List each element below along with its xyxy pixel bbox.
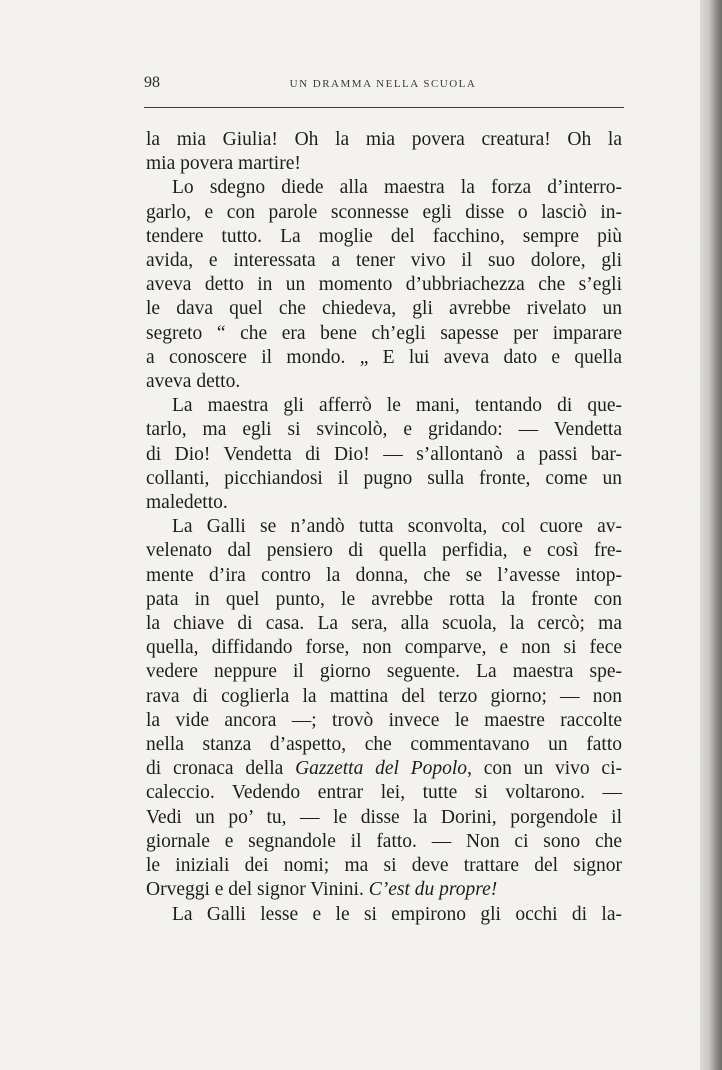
italic-text: Gazzetta del Popolo xyxy=(295,758,468,780)
text-line: giornale e segnandole il fatto. — Non ci sono che xyxy=(146,830,622,852)
text-line: rava di coglierla la mattina del terzo giorno; — non xyxy=(146,685,622,707)
text-line: le dava quel che chiedeva, gli avrebbe rivelato un xyxy=(146,298,622,320)
text-line: le iniziali dei nomi; ma si deve trattare del signor xyxy=(146,855,622,877)
text-line: la vide ancora —; trovò invece le maestre raccolte xyxy=(146,709,622,731)
text-line: caleccio. Vedendo entrar lei, tutte si voltarono. — xyxy=(146,782,622,804)
text-line: avida, e interessata a tener vivo il suo dolore, gli xyxy=(146,250,622,272)
text-line: nella stanza d’aspetto, che commentavano un fatto xyxy=(146,734,622,756)
text-line: La Galli se n’andò tutta sconvolta, col cuore av- xyxy=(172,516,622,538)
text-line: tendere tutto. La moglie del facchino, sempre più xyxy=(146,225,622,247)
text-line: Lo sdegno diede alla maestra la forza d’interro- xyxy=(172,177,622,199)
page-edge-shadow xyxy=(700,0,722,1070)
text-line: garlo, e con parole sconnesse egli disse o lasciò in- xyxy=(146,201,622,223)
page-header xyxy=(144,74,622,98)
text-line: la chiave di casa. La sera, alla scuola, la cercò; ma xyxy=(146,613,622,635)
running-title: UN DRAMMA NELLA SCUOLA xyxy=(289,78,477,90)
body-text xyxy=(146,128,622,927)
text-line: collanti, picchiandosi il pugno sulla fronte, come un xyxy=(146,467,622,489)
text-line: aveva detto in un momento d’ubbriachezza che s’egli xyxy=(146,274,622,296)
page-number: 98 xyxy=(144,74,160,91)
text-line: La maestra gli afferrò le mani, tentando di que- xyxy=(172,395,622,417)
header-rule xyxy=(144,107,624,108)
text-line: di cronaca della Gazzetta del Popolo, con un vivo ci- xyxy=(146,758,623,780)
text-line: aveva detto. xyxy=(146,371,241,393)
text-line: Vedi un po’ tu, — le disse la Dorini, porgendole il xyxy=(146,806,622,828)
text-line: maledetto. xyxy=(146,492,228,514)
italic-text: C’est du propre! xyxy=(368,879,498,901)
text-line: La Galli lesse e le si empirono gli occhi di la- xyxy=(172,903,622,925)
text-line: quella, diffidando forse, non comparve, e non si fece xyxy=(146,637,622,659)
text-line: la mia Giulia! Oh la mia povera creatura! Oh la xyxy=(146,129,622,150)
text-line: velenato dal pensiero di quella perfidia, e così fre- xyxy=(146,540,622,562)
text-line: segreto “ che era bene ch’egli sapesse per imparare xyxy=(146,322,622,344)
text-line: Orveggi e del signor Vinini. C’est du propre! xyxy=(146,879,498,901)
text-line: mente d’ira contro la donna, che se l’avesse intop- xyxy=(146,564,622,586)
text-line: tarlo, ma egli si svincolò, e gridando: — Vendetta xyxy=(146,419,622,441)
text-line: vedere neppure il giorno seguente. La maestra spe- xyxy=(146,661,622,683)
text-line: mia povera martire! xyxy=(146,153,301,175)
text-line: pata in quel punto, le avrebbe rotta la fronte con xyxy=(146,588,622,610)
text-line: di Dio! Vendetta di Dio! — s’allontanò a passi bar- xyxy=(146,443,622,465)
text-line: a conoscere il mondo. „ E lui aveva dato e quella xyxy=(146,346,622,368)
